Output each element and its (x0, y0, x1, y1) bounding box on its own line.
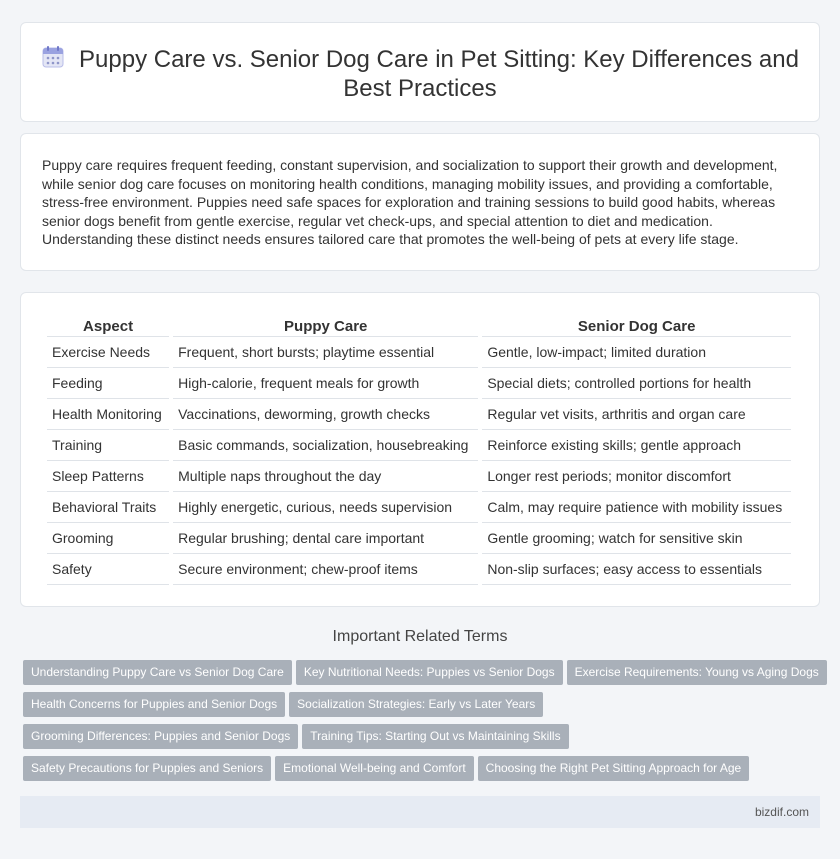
puppy-cell: Vaccinations, deworming, growth checks (173, 399, 478, 430)
table-row (47, 523, 791, 554)
tag-row (23, 724, 823, 756)
footer-site-name: bizdif.com (754, 805, 809, 819)
calendar-icon (41, 45, 65, 69)
puppy-cell: Multiple naps throughout the day (173, 461, 478, 492)
puppy-cell: Secure environment; chew-proof items (173, 554, 478, 585)
puppy-cell: Regular brushing; dental care important (173, 523, 478, 554)
puppy-cell: Frequent, short bursts; playtime essential (173, 337, 478, 368)
intro-card (20, 133, 820, 271)
header-aspect: Aspect (47, 315, 169, 337)
related-terms-title: Important Related Terms (332, 628, 508, 645)
aspect-cell: Sleep Patterns (47, 461, 169, 492)
puppy-cell: High-calorie, frequent meals for growth (173, 368, 478, 399)
page-title: Puppy Care vs. Senior Dog Care in Pet Sitting: Key Differences and Best Practices (79, 46, 799, 102)
comparison-table (43, 315, 795, 585)
header-card (20, 22, 820, 122)
table-row (47, 430, 791, 461)
senior-cell: Calm, may require patience with mobility issues (482, 492, 791, 523)
header-senior-dog-care: Senior Dog Care (482, 315, 791, 337)
tag-row (23, 756, 823, 788)
senior-cell: Gentle, low-impact; limited duration (482, 337, 791, 368)
senior-cell: Longer rest periods; monitor discomfort (482, 461, 791, 492)
intro-paragraph: Puppy care requires frequent feeding, constant supervision, and socialization to support their growth and development, while senior dog care focuses on monitoring health conditions, managing mobility issues, and providing a comfortable, stress-free environment. Puppies need safe spaces for exploration and training sessions to build good habits, whereas senior dogs benefit from gentle exercise, regular vet check-ups, and special attention to diet and medication. Understanding these distinct needs ensures tailored care that promotes the well-being of pets at every life stage. (42, 157, 778, 248)
senior-cell: Special diets; controlled portions for health (482, 368, 791, 399)
aspect-cell: Behavioral Traits (47, 492, 169, 523)
page-title-wrap (21, 45, 819, 103)
aspect-cell: Grooming (47, 523, 169, 554)
related-term-link[interactable]: Safety Precautions for Puppies and Seniors (23, 756, 271, 781)
related-term-link[interactable]: Understanding Puppy Care vs Senior Dog Care (23, 660, 292, 685)
related-term-link[interactable]: Grooming Differences: Puppies and Senior Dogs (23, 724, 298, 749)
table-row (47, 337, 791, 368)
header-puppy-care: Puppy Care (173, 315, 478, 337)
aspect-cell: Health Monitoring (47, 399, 169, 430)
tag-row (23, 660, 823, 692)
footer-bar (20, 796, 820, 828)
table-header-row (47, 315, 791, 337)
aspect-cell: Training (47, 430, 169, 461)
table-row (47, 399, 791, 430)
related-term-link[interactable]: Exercise Requirements: Young vs Aging Dogs (567, 660, 827, 685)
senior-cell: Regular vet visits, arthritis and organ care (482, 399, 791, 430)
related-term-link[interactable]: Socialization Strategies: Early vs Later Years (289, 692, 543, 717)
aspect-cell: Safety (47, 554, 169, 585)
related-term-link[interactable]: Key Nutritional Needs: Puppies vs Senior Dogs (296, 660, 563, 685)
related-term-link[interactable]: Health Concerns for Puppies and Senior Dogs (23, 692, 285, 717)
related-term-link[interactable]: Training Tips: Starting Out vs Maintaining Skills (302, 724, 568, 749)
comparison-card (20, 292, 820, 607)
tag-row (23, 692, 823, 724)
senior-cell: Reinforce existing skills; gentle approach (482, 430, 791, 461)
puppy-cell: Basic commands, socialization, housebreaking (173, 430, 478, 461)
related-term-link[interactable]: Emotional Well-being and Comfort (275, 756, 474, 781)
puppy-cell: Highly energetic, curious, needs supervision (173, 492, 478, 523)
related-term-link[interactable]: Choosing the Right Pet Sitting Approach for Age (478, 756, 750, 781)
table-row (47, 461, 791, 492)
table-row (47, 492, 791, 523)
table-row (47, 368, 791, 399)
table-row (47, 554, 791, 585)
senior-cell: Non-slip surfaces; easy access to essentials (482, 554, 791, 585)
related-terms-list (23, 660, 823, 788)
aspect-cell: Exercise Needs (47, 337, 169, 368)
senior-cell: Gentle grooming; watch for sensitive skin (482, 523, 791, 554)
aspect-cell: Feeding (47, 368, 169, 399)
